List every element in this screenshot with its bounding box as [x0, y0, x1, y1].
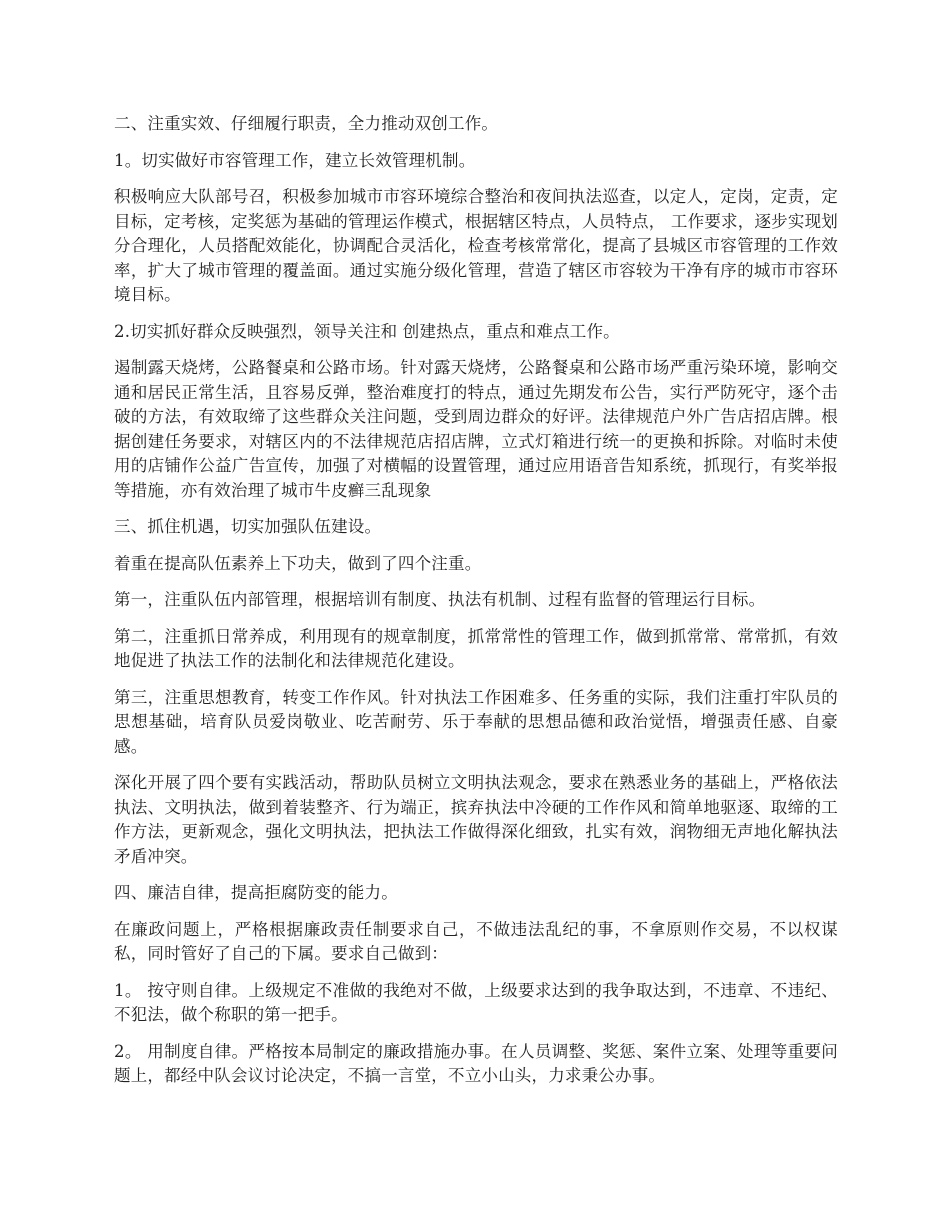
- body-paragraph: 第二，注重抓日常养成，利用现有的规章制度，抓常常性的管理工作，做到抓常常、常常抓，有效地促进了执法工作的法制化和法律规范化建设。: [114, 626, 838, 670]
- body-paragraph: 第一，注重队伍内部管理，根据培训有制度、执法有机制、过程有监督的管理运行目标。: [114, 590, 766, 609]
- section-heading-2: 二、注重实效、仔细履行职责，全力推动双创工作。: [114, 114, 499, 133]
- subheading-1: 1。切实做好市容管理工作，建立长效管理机制。: [114, 150, 476, 170]
- body-paragraph: 着重在提高队伍素养上下功夫，做到了四个注重。: [114, 553, 482, 573]
- subheading-2: 2.切实抓好群众反映强烈，领导关注和 创建热点，重点和难点工作。: [114, 321, 620, 341]
- section-heading-4: 四、廉洁自律，提高拒腐防变的能力。: [114, 883, 398, 902]
- document-page: [114, 112, 838, 1101]
- body-paragraph: 深化开展了四个要有实践活动，帮助队员树立文明执法观念，要求在熟悉业务的基础上，严格依法执法、文明执法，做到着装整齐、行为端正，摈弃执法中冷硬的工作作风和简单地驱逐、取缔的工作方法，更新观念，强化文明执法，把执法工作做得深化细致，扎实有效，润物细无声地化解执法矛盾冲突。: [114, 773, 838, 866]
- section-heading-3: 三、抓住机遇，切实加强队伍建设。: [114, 517, 382, 536]
- list-item-1: 1。 按守则自律。上级规定不准做的我绝对不做，上级要求达到的我争取达到，不违章、不违纪、不犯法，做个称职的第一把手。: [114, 980, 838, 1024]
- body-paragraph: 遏制露天烧烤，公路餐桌和公路市场。针对露天烧烤，公路餐桌和公路市场严重污染环境，影响交通和居民正常生活，且容易反弹，整治难度打的特点，通过先期发布公告，实行严防死守，逐个击破的方法，有效取缔了这些群众关注问题，受到周边群众的好评。法律规范户外广告店招店牌。根据创建任务要求，对辖区内的不法律规范店招店牌，立式灯箱进行统一的更换和拆除。对临时未使用的店铺作公益广告宣传，加强了对横幅的设置管理，通过应用语音告知系统，抓现行，有奖举报等措施，亦有效治理了城市牛皮癣三乱现象: [114, 358, 838, 500]
- body-paragraph: 在廉政问题上，严格根据廉政责任制要求自己，不做违法乱纪的事，不拿原则作交易，不以权谋私，同时管好了自己的下属。要求自己做到：: [114, 919, 838, 963]
- list-item-2: 2。 用制度自律。严格按本局制定的廉政措施办事。在人员调整、奖惩、案件立案、处理等重要问题上，都经中队会议讨论决定，不搞一言堂，不立小山头，力求秉公办事。: [114, 1041, 838, 1085]
- body-paragraph: 积极响应大队部号召，积极参加城市市容环境综合整治和夜间执法巡查，以定人，定岗，定责，定目标，定考核，定奖惩为基础的管理运作模式，根据辖区特点，人员特点， 工作要求，逐步实现划分合理化，人员搭配效能化，协调配合灵活化，检查考核常常化，提高了县城区市容管理的工作效率，扩大了城市管理的覆盖面。通过实施分级化管理，营造了辖区市容较为干净有序的城市市容环境目标。: [114, 187, 838, 304]
- body-paragraph: 第三，注重思想教育，转变工作作风。针对执法工作困难多、任务重的实际，我们注重打牢队员的思想基础，培育队员爱岗敬业、吃苦耐劳、乐于奉献的思想品德和政治觉悟，增强责任感、自豪感。: [114, 687, 838, 756]
